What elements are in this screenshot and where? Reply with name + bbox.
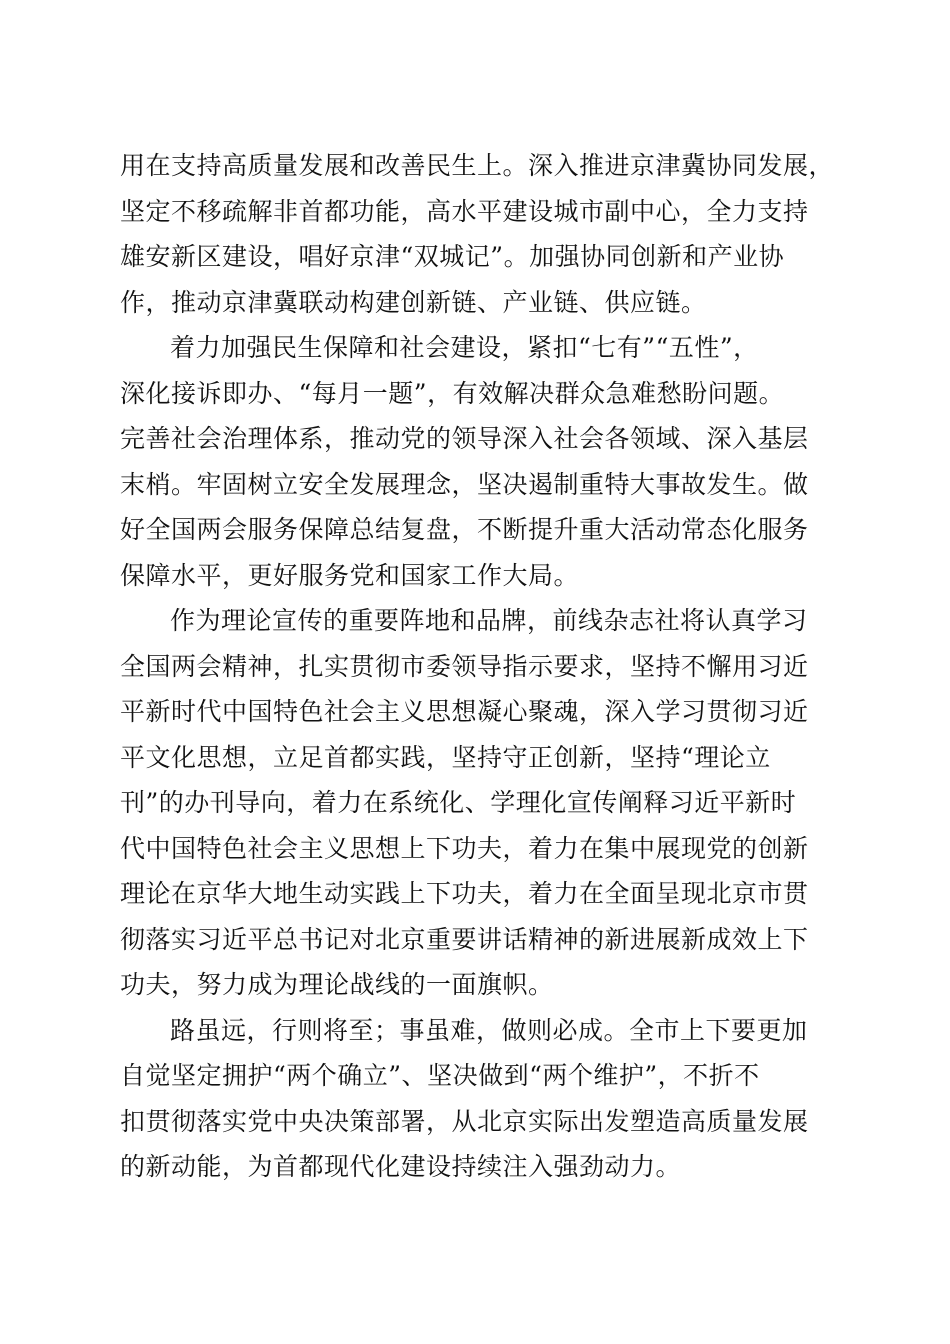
text-line: 扣贯彻落实党中央决策部署，从北京实际出发塑造高质量发展 — [120, 1106, 809, 1136]
text-line: 雄安新区建设，唱好京津“双城记”。加强协同创新和产业协 — [120, 242, 785, 271]
text-line: 代中国特色社会主义思想上下功夫，着力在集中展现党的创新 — [120, 833, 809, 863]
text-line: 平新时代中国特色社会主义思想凝心聚魂，深入学习贯彻习近 — [120, 697, 809, 726]
text-line: 末梢。牢固树立安全发展理念，坚决遏制重特大事故发生。做 — [120, 469, 809, 499]
text-line: 自觉坚定拥护“两个确立”、坚决做到“两个维护”，不折不 — [120, 1061, 760, 1090]
text-line: 用在支持高质量发展和改善民生上。深入推进京津冀协同发展， — [120, 151, 835, 180]
text-line: 路虽远，行则将至；事虽难，做则必成。全市上下要更加 — [170, 1015, 808, 1045]
text-line: 平文化思想，立足首都实践，坚持守正创新，坚持“理论立 — [120, 742, 771, 772]
text-line: 全国两会精神，扎实贯彻市委领导指示要求，坚持不懈用习近 — [120, 651, 809, 681]
text-line: 作，推动京津冀联动构建创新链、产业链、供应链。 — [120, 287, 707, 317]
paragraph-3 — [120, 598, 840, 1008]
text-line: 着力加强民生保障和社会建设，紧扣“七有”“五性”， — [170, 333, 759, 362]
text-line: 深化接诉即办、“每月一题”，有效解决群众急难愁盼问题。 — [120, 378, 785, 408]
text-line: 的新动能，为首都现代化建设持续注入强劲动力。 — [120, 1152, 682, 1181]
text-line: 作为理论宣传的重要阵地和品牌，前线杂志社将认真学习 — [170, 606, 808, 635]
paragraph-1 — [120, 143, 840, 325]
text-line: 坚定不移疏解非首都功能，高水平建设城市副中心，全力支持 — [120, 196, 809, 226]
text-line: 刊”的办刊导向，着力在系统化、学理化宣传阐释习近平新时 — [120, 788, 797, 817]
text-line: 彻落实习近平总书记对北京重要讲话精神的新进展新成效上下 — [120, 924, 809, 954]
paragraph-4 — [120, 1008, 840, 1190]
text-line: 理论在京华大地生动实践上下功夫，着力在全面呈现北京市贯 — [120, 879, 809, 908]
document-body — [120, 143, 840, 1190]
text-line: 保障水平，更好服务党和国家工作大局。 — [120, 560, 580, 590]
text-line: 完善社会治理体系，推动党的领导深入社会各领域、深入基层 — [120, 424, 809, 453]
paragraph-2 — [120, 325, 840, 598]
text-line: 好全国两会服务保障总结复盘，不断提升重大活动常态化服务 — [120, 515, 809, 544]
text-line: 功夫，努力成为理论战线的一面旗帜。 — [120, 970, 554, 999]
